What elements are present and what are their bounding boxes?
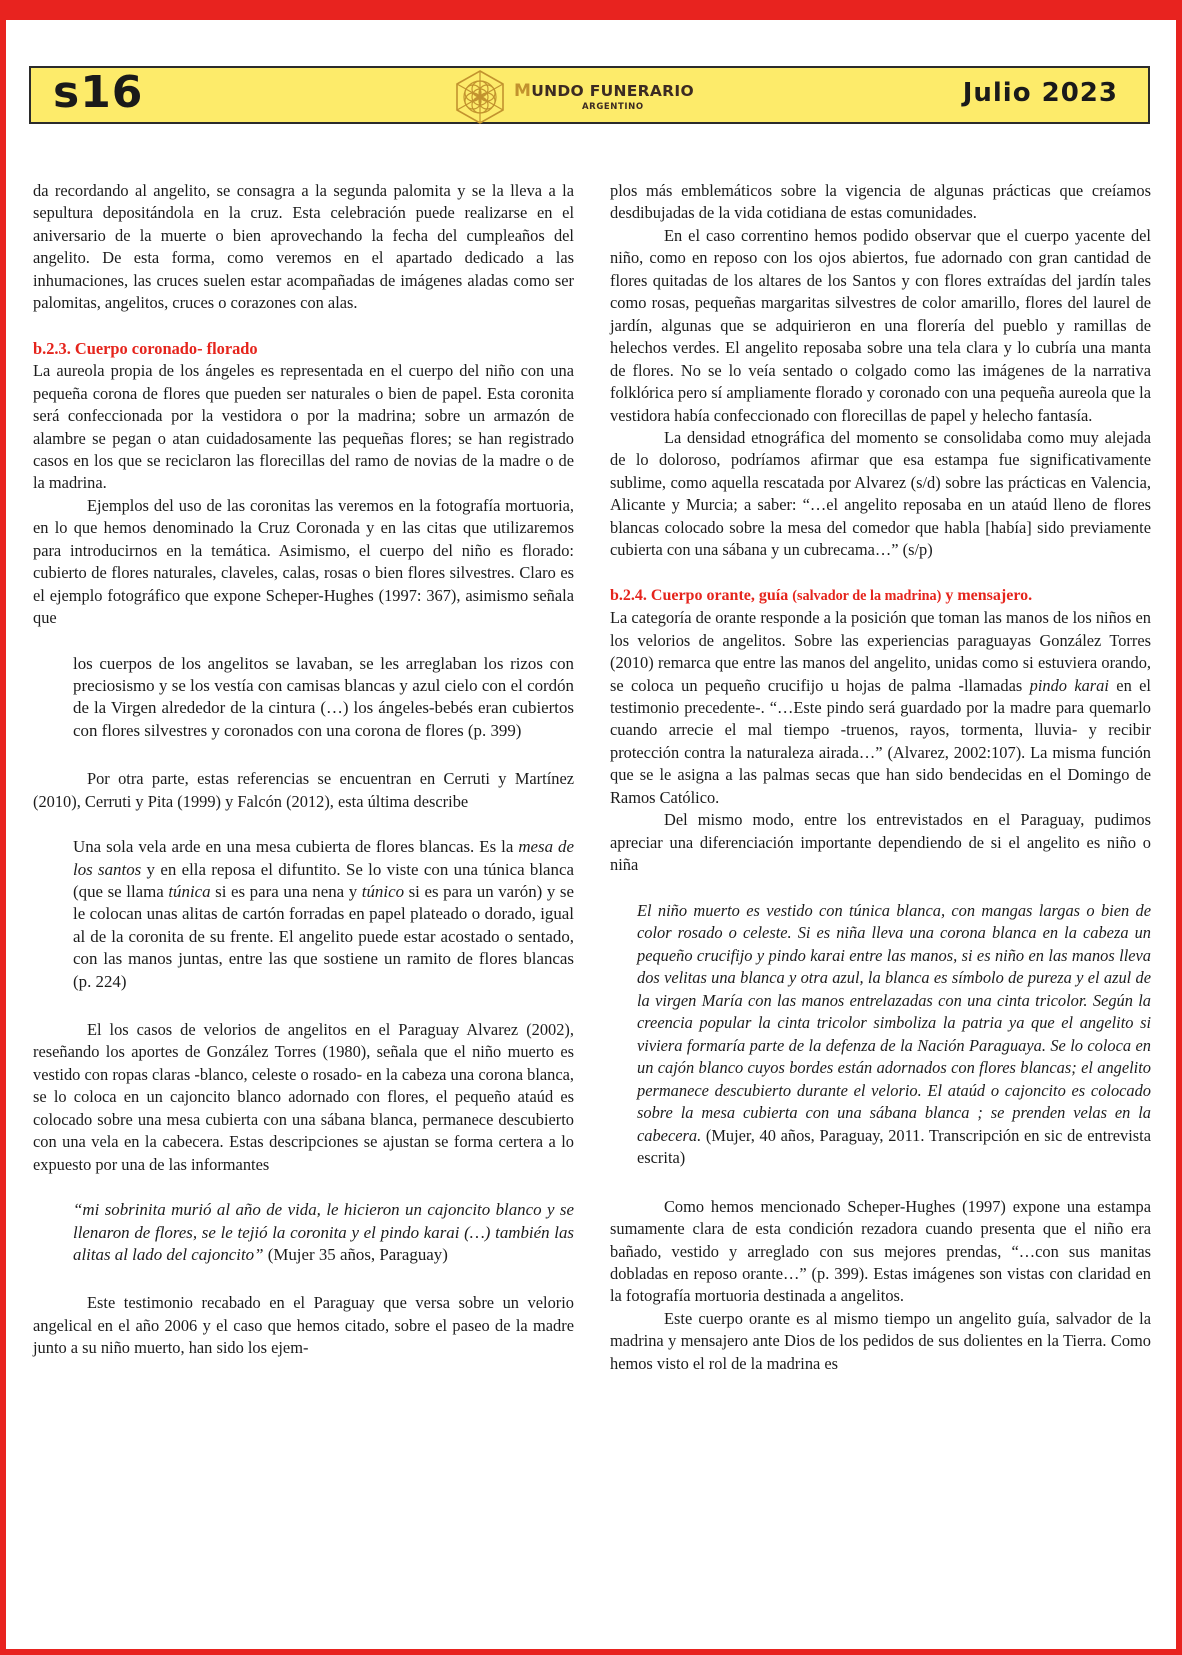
- block-quote: “mi sobrinita murió al año de vida, le hicieron un cajoncito blanco y se llenaron de flores, se le tejió la coronita y el pindo karai (…) también las alitas al lado del cajoncito” (Mujer 35 años, Paraguay): [73, 1200, 574, 1264]
- paragraph: La densidad etnográfica del momento se consolidaba como muy alejada de lo doloroso, podríamos afirmar que esa estampa fue significativamente sublime, como aquella rescatada por Alvarez (s/d) sobre las prácticas en Valencia, Alicante y Murcia; a saber: “…el angelito reposaba en un ataúd lleno de flores blancas colocado sobre la mesa del comedor que habla [había] sido previamente cubierta con una sábana y un cubrecama…” (s/p): [610, 427, 1151, 560]
- paragraph: Como hemos mencionado Scheper-Hughes (1997) expone una estampa sumamente clara de esta condición rezadora cuando presenta que el niño era bañado, vestido y arreglado con sus mejores prendas, “…con sus manitas dobladas en reposo orante…” (p. 399). Estas imágenes son vistas con claridad en la fotografía mortuoria destinada a angelitos.: [610, 1196, 1151, 1306]
- paragraph: Del mismo modo, entre los entrevistados en el Paraguay, pudimos apreciar una diferenciación importante dependiendo de si el angelito es niño o niña: [610, 810, 1151, 875]
- block-quote: Una sola vela arde en una mesa cubierta de flores blancas. Es la mesa de los santos y en ella reposa el difuntito. Se lo viste con una túnica blanca (que se llama túnica si es para una nena y túnico si es para un varón) y se le colocan unas alitas de cartón forradas en papel plateado o dorado, igual al de la coronita de su frente. El angelito puede estar acostado o sentado, con las manos juntas, entre las que sostiene un ramito de flores blancas (p. 224): [73, 837, 574, 991]
- paragraph: El los casos de velorios de angelitos en el Paraguay Alvarez (2002), reseñando los aportes de González Torres (1980), señala que el niño muerto es vestido con ropas claras -blanco, celeste o rosado- en la cabeza una corona blanca, se lo coloca en un cajoncito blanco adornado con flores, el pequeño ataúd es colocado sobre una mesa cubierta con una sábana blanca, permanece descubierto con una vela en la cabecera. Estas descripciones se ajustan se forma certera a lo expuesto por una de las informantes: [33, 1019, 574, 1174]
- flower-of-life-logo-icon: [450, 69, 510, 125]
- paragraph: En el caso correntino hemos podido observar que el cuerpo yacente del niño, como en reposo con los ojos abiertos, fue adornado con gran cantidad de flores quitadas de los altares de los Santos y con flores extraídas del jardín tales como rosas, pequeñas margaritas silvestres de color amarillo, flores del laurel de jardín, algunas que se adquirieron en una florería del pueblo y ramillas de helechos verdes. El angelito reposaba sobre una tela clara y lo cubría una manta de flores. No se lo veía sentado o colgado como las imágenes de la narrativa folklórica pero sí ampliamente florado y coronado con una pequeña aureola que la vestidora había confeccionado con florecillas de papel y helecho fantasía.: [610, 225, 1151, 425]
- paragraph: La categoría de orante responde a la posición que toman las manos de los niños en los velorios de angelitos. Sobre las experiencias paraguayas González Torres (2010) remarca que entre las manos del angelito, unidas como si estuviera orando, se coloca un pequeño crucifijo u hojas de palma -llamadas pindo karai en el testimonio precedente-. “…Este pindo será guardado por la madre para quemarlo cuando arrecie el mal tiempo -truenos, rayos, tormenta, lluvia- y recibir protección contra la naturaleza airada…” (Alvarez, 2002:107). La misma función que se le asigna a las palmas secas que han sido bendecidas en el Domingo de Ramos Católico.: [610, 608, 1151, 807]
- logo-title: MUNDO FUNERARIO: [514, 81, 694, 101]
- paragraph: da recordando al angelito, se consagra a la segunda palomita y se la lleva a la sepultura depositándola en la cruz. Esta celebración puede realizarse en el aniversario de la muerte o bien aprovechando la fecha del cumpleaños del angelito. De esta forma, como veremos en el apartado dedicado a las inhumaciones, las cruces suelen estar acompañadas de imágenes aladas como ser palomitas, angelitos, cruces o corazones con alas.: [33, 181, 574, 313]
- paragraph: plos más emblemáticos sobre la vigencia de algunas prácticas que creíamos desdibujadas de la vida cotidiana de estas comunidades.: [610, 181, 1151, 223]
- block-quote: los cuerpos de los angelitos se lavaban, se les arreglaban los rizos con preciosismo y se los vestía con camisas blancas y azul cielo con el cordón de la Virgen alrededor de la cintura (…) los ángeles-bebés eran cubiertos con flores silvestres y coronados con una corona de flores (p. 399): [73, 653, 574, 740]
- block-quote: El niño muerto es vestido con túnica blanca, con mangas largas o bien de color rosado o celeste. Si es niña lleva una corona blanca en la cabeza un pequeño crucifijo y pindo karai entre las manos, si es niño en las manos lleva dos velitas una blanca y otra azul, la blanca es símbolo de pureza y el azul de la virgen María con las manos entrelazadas con una cinta tricolor. Según la creencia popular la cinta tricolor simboliza la patria ya que el angelito si viviera formaría parte de la defenza de la Nación Paraguaya. Se lo coloca en un cajón blanco cuyos bordes están adornados con flores blancas; el angelito permanece descubierto durante el velorio. El ataúd o cajoncito es colocado sobre la mesa cubierta con una sábana blanca ; se prenden velas en la cabecera. (Mujer, 40 años, Paraguay, 2011. Transcripción en sic de entrevista escrita): [637, 900, 1151, 1168]
- section-heading-b23: b.2.3. Cuerpo coronado- florado: [33, 338, 258, 358]
- right-column: [610, 180, 1151, 1375]
- paragraph: Ejemplos del uso de las coronitas las veremos en la fotografía mortuoria, en lo que hemos denominado la Cruz Coronada y en las citas que utilizaremos para introducirnos en la temática. Asimismo, el cuerpo del niño es florado: cubierto de flores naturales, claveles, calas, rosas o bien flores silvestres. Claro es el ejemplo fotográfico que expone Scheper-Hughes (1997: 367), asimismo señala que: [33, 495, 574, 628]
- logo-subtitle: ARGENTINO: [582, 102, 644, 112]
- page-number: s16: [53, 67, 144, 118]
- paragraph: La aureola propia de los ángeles es representada en el cuerpo del niño con una pequeña corona de flores que pueden ser naturales o bien de papel. Esta coronita será confeccionada por la vestidora o por la madrina; sobre un armazón de alambre se pegan o atan cuidadosamente las pequeñas flores; se han registrado casos en los que se reciclaron las florecillas del ramo de novias de la madre o de la madrina.: [33, 361, 574, 493]
- paragraph: Este testimonio recabado en el Paraguay que versa sobre un velorio angelical en el año 2006 y el caso que hemos citado, sobre el paseo de la madre junto a su niño muerto, han sido los ejem-: [33, 1293, 574, 1358]
- paragraph: Por otra parte, estas referencias se encuentran en Cerruti y Martínez (2010), Cerruti y Pita (1999) y Falcón (2012), esta última describe: [33, 769, 574, 811]
- left-column: [33, 180, 574, 1360]
- issue-date: Julio 2023: [962, 78, 1118, 108]
- paragraph: Este cuerpo orante es al mismo tiempo un angelito guía, salvador de la madrina y mensajero ante Dios de los pedidos de sus dolientes en la Tierra. Como hemos visto el rol de la madrina es: [610, 1308, 1151, 1373]
- section-heading-b24: b.2.4. Cuerpo orante, guía (salvador de la madrina) y mensajero.: [610, 586, 1033, 604]
- page-header: [29, 66, 1150, 124]
- magazine-logo: [450, 69, 770, 123]
